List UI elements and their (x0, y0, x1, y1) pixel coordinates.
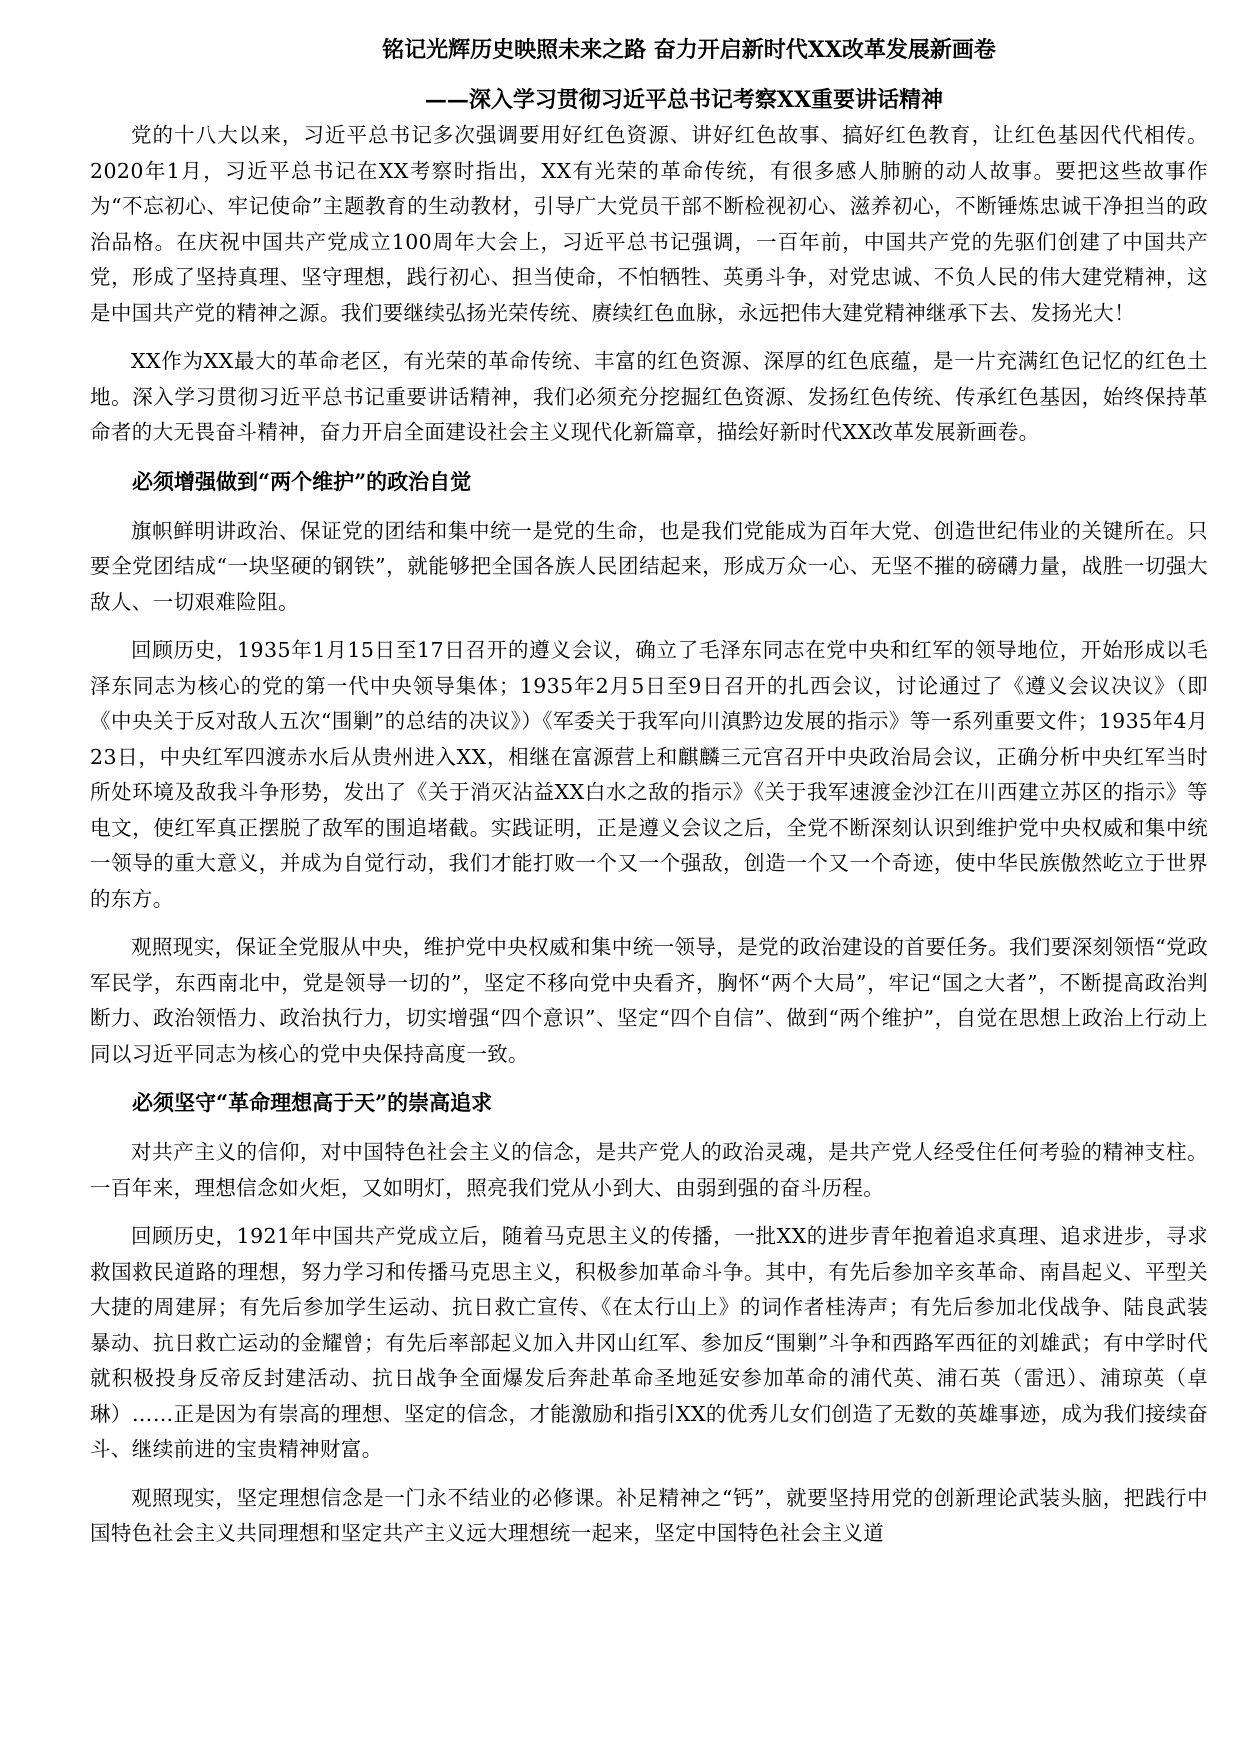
document-title: 铭记光辉历史映照未来之路 奋力开启新时代XX改革发展新画卷 (382, 37, 996, 63)
document-subtitle: ——深入学习贯彻习近平总书记考察XX重要讲话精神 (424, 87, 944, 113)
section-1-paragraph-2: 回顾历史，1935年1月15日至17日召开的遵义会议，确立了毛泽东同志在党中央和红军的领导地位，开始形成以毛泽东同志为核心的党的第一代中央领导集体；1935年2月5日至9日召开的扎西会议，讨论通过了《遵义会议决议》（即《中央关于反对敌人五次“围剿”的总结的决议》）《军委关于我军向川滇黔边发展的指示》等一系列重要文件；1935年4月23日，中央红军四渡赤水后从贵州进入XX，相继在富源营上和麒麟三元宫召开中央政治局会议，正确分析中央红军当时所处环境及敌我斗争形势，发出了《关于消灭沾益XX白水之敌的指示》《关于我军速渡金沙江在川西建立苏区的指示》等电文，使红军真正摆脱了敌军的围追堵截。实践证明，正是遵义会议之后，全党不断深刻认识到维护党中央权威和集中统一领导的重大意义，并成为自觉行动，我们才能打败一个又一个强敌，创造一个又一个奇迹，使中华民族傲然屹立于世界的东方。 (90, 638, 1208, 911)
intro-paragraph-1: 党的十八大以来，习近平总书记多次强调要用好红色资源、讲好红色故事、搞好红色教育，让红色基因代代相传。2020年1月，习近平总书记在XX考察时指出，XX有光荣的革命传统，有很多感人肺腑的动人故事。要把这些故事作为“不忘初心、牢记使命”主题教育的生动教材，引导广大党员干部不断检视初心、滋养初心，不断锤炼忠诚干净担当的政治品格。在庆祝中国共产党成立100周年大会上，习近平总书记强调，一百年前，中国共产党的先驱们创建了中国共产党，形成了坚持真理、坚守理想，践行初心、担当使命，不怕牺牲、英勇斗争，对党忠诚、不负人民的伟大建党精神，这是中国共产党的精神之源。我们要继续弘扬光荣传统、赓续红色血脉，永远把伟大建党精神继承下去、发扬光大！ (90, 123, 1208, 325)
section-2-paragraph-1: 对共产主义的信仰，对中国特色社会主义的信念，是共产党人的政治灵魂，是共产党人经受住任何考验的精神支柱。一百年来，理想信念如火炬，又如明灯，照亮我们党从小到大、由弱到强的奋斗历程。 (90, 1140, 1208, 1200)
section-1-paragraph-3: 观照现实，保证全党服从中央，维护党中央权威和集中统一领导，是党的政治建设的首要任务。我们要深刻领悟“党政军民学，东西南北中，党是领导一切的”，坚定不移向党中央看齐，胸怀“两个大局”，牢记“国之大者”，不断提高政治判断力、政治领悟力、政治执行力，切实增强“四个意识”、坚定“四个自信”、做到“两个维护”，自觉在思想上政治上行动上同以习近平同志为核心的党中央保持高度一致。 (90, 935, 1208, 1066)
section-2-paragraph-3: 观照现实，坚定理想信念是一门永不结业的必修课。补足精神之“钙”，就要坚持用党的创新理论武装头脑，把践行中国特色社会主义共同理想和坚定共产主义远大理想统一起来，坚定中国特色社会主义道 (90, 1485, 1208, 1545)
section-2-heading: 必须坚守“革命理想高于天”的崇高追求 (132, 1090, 493, 1115)
section-1-heading: 必须增强做到“两个维护”的政治自觉 (132, 468, 472, 494)
section-1-paragraph-1: 旗帜鲜明讲政治、保证党的团结和集中统一是党的生命，也是我们党能成为百年大党、创造世纪伟业的关键所在。只要全党团结成“一块坚硬的钢铁”，就能够把全国各族人民团结起来，形成万众一心、无坚不摧的磅礴力量，战胜一切强大敌人、一切艰难险阻。 (90, 518, 1208, 614)
document-page (90, 32, 1208, 1565)
intro-paragraph-2: XX作为XX最大的革命老区，有光荣的革命传统、丰富的红色资源、深厚的红色底蕴，是一片充满红色记忆的红色土地。深入学习贯彻习近平总书记重要讲话精神，我们必须充分挖掘红色资源、发扬红色传统、传承红色基因，始终保持革命者的大无畏奋斗精神，奋力开启全面建设社会主义现代化新篇章，描绘好新时代XX改革发展新画卷。 (90, 349, 1208, 444)
section-2-paragraph-2: 回顾历史，1921年中国共产党成立后，随着马克思主义的传播，一批XX的进步青年抱着追求真理、追求进步，寻求救国救民道路的理想，努力学习和传播马克思主义，积极参加革命斗争。其中，有先后参加辛亥革命、南昌起义、平型关大捷的周建屏；有先后参加学生运动、抗日救亡宣传、《在太行山上》的词作者桂涛声；有先后参加北伐战争、陆良武装暴动、抗日救亡运动的金耀曾；有先后率部起义加入井冈山红军、参加反“围剿”斗争和西路军西征的刘雄武；有中学时代就积极投身反帝反封建活动、抗日战争全面爆发后奔赴革命圣地延安参加革命的浦代英、浦石英（雷迅）、浦琼英（卓琳）……正是因为有崇高的理想、坚定的信念，才能激励和指引XX的优秀儿女们创造了无数的英雄事迹，成为我们接续奋斗、继续前进的宝贵精神财富。 (90, 1224, 1208, 1461)
